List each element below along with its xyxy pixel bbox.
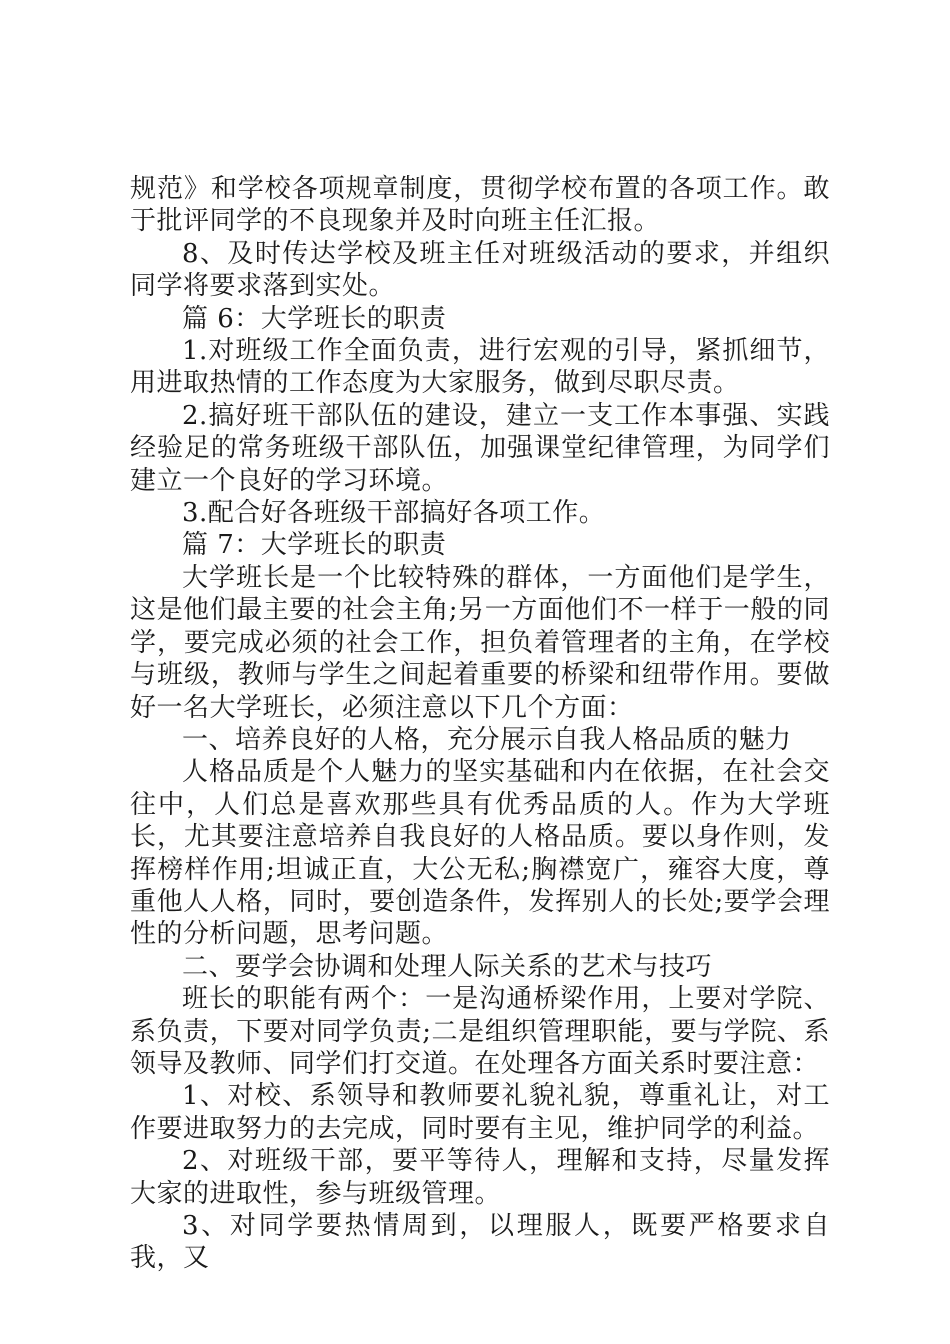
paragraph-9: 1、对校、系领导和教师要礼貌礼貌，尊重礼让，对工作要进取努力的去完成，同时要有主见，维护同学的利益。 [130, 1081, 830, 1144]
paragraph-3: 1.对班级工作全面负责，进行宏观的引导，紧抓细节，用进取热情的工作态度为大家服务，做到尽职尽责。 [130, 336, 830, 399]
paragraph-10: 2、对班级干部，要平等待人，理解和支持，尽量发挥大家的进取性，参与班级管理。 [130, 1146, 830, 1209]
paragraph-11: 3、对同学要热情周到，以理服人，既要严格要求自我，又 [130, 1211, 830, 1274]
paragraph-6: 大学班长是一个比较特殊的群体，一方面他们是学生，这是他们最主要的社会主角;另一方面他们不一样于一般的同学，要完成必须的社会工作，担负着管理者的主角，在学校与班级，教师与学生之间起着重要的桥梁和纽带作用。要做好一名大学班长，必须注意以下几个方面： [130, 562, 830, 723]
paragraph-7: 人格品质是个人魅力的坚实基础和内在依据，在社会交往中，人们总是喜欢那些具有优秀品质的人。作为大学班长，尤其要注意培养自我良好的人格品质。要以身作则，发挥榜样作用;坦诚正直，大公无私;胸襟宽广，雍容大度，尊重他人人格，同时，要创造条件，发挥别人的长处;要学会理性的分析问题，思考问题。 [130, 757, 830, 950]
paragraph-5: 3.配合好各班级干部搞好各项工作。 [182, 498, 606, 529]
section-heading-6: 篇 6：大学班长的职责 [182, 303, 447, 334]
section-heading-7: 篇 7：大学班长的职责 [182, 530, 447, 561]
paragraph-2: 8、及时传达学校及班主任对班级活动的要求，并组织同学将要求落到实处。 [130, 238, 830, 302]
subheading-2: 二、要学会协调和处理人际关系的艺术与技巧 [182, 951, 713, 982]
document-body [130, 173, 830, 1275]
paragraph-1: 规范》和学校各项规章制度，贯彻学校布置的各项工作。敢于批评同学的不良现象并及时向班主任汇报。 [130, 174, 830, 237]
paragraph-4: 2.搞好班干部队伍的建设，建立一支工作本事强、实践经验足的常务班级干部队伍，加强课堂纪律管理，为同学们建立一个良好的学习环境。 [130, 400, 830, 496]
subheading-1: 一、培养良好的人格，充分展示自我人格品质的魅力 [182, 724, 792, 755]
paragraph-8: 班长的职能有两个：一是沟通桥梁作用，上要对学院、系负责，下要对同学负责;二是组织管理职能，要与学院、系领导及教师、同学们打交道。在处理各方面关系时要注意： [130, 984, 830, 1079]
